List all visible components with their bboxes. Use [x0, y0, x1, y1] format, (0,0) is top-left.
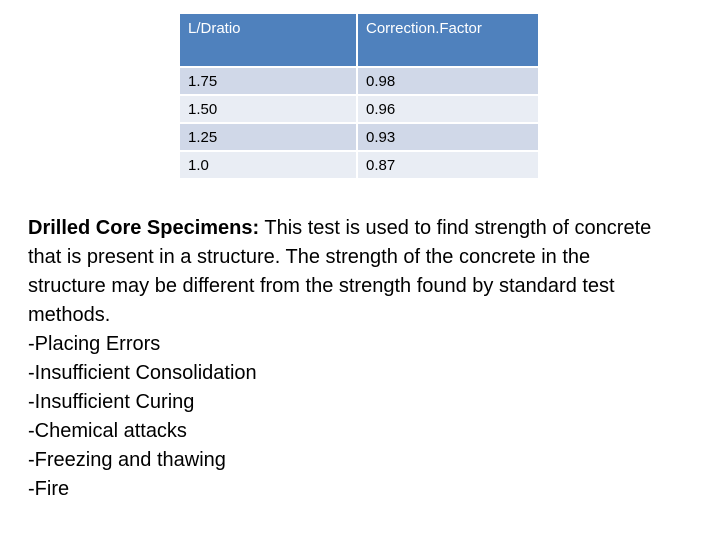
- list-item: -Fire: [28, 478, 70, 500]
- table-row: [180, 68, 538, 94]
- header-ld-ratio: L/Dratio: [180, 14, 356, 66]
- list-item: -Freezing and thawing: [28, 449, 226, 471]
- correction-factor-cell: 0.96: [358, 96, 538, 122]
- correction-factor-cell: 0.87: [358, 152, 538, 178]
- header-correction-factor: Correction.Factor: [358, 14, 538, 66]
- list-item: -Chemical attacks: [28, 420, 187, 442]
- ld-ratio-cell: 1.25: [180, 124, 356, 150]
- ld-ratio-cell: 1.50: [180, 96, 356, 122]
- table-row: [180, 96, 538, 122]
- description-block: [28, 214, 668, 504]
- description-paragraph: [28, 214, 668, 330]
- table-row: [180, 152, 538, 178]
- correction-factor-table: [178, 12, 540, 180]
- table-row: [180, 124, 538, 150]
- correction-factor-cell: 0.93: [358, 124, 538, 150]
- list-item: -Insufficient Curing: [28, 391, 195, 413]
- list-item: -Insufficient Consolidation: [28, 362, 257, 384]
- cause-list: [28, 330, 668, 504]
- list-item: -Placing Errors: [28, 333, 161, 355]
- correction-factor-cell: 0.98: [358, 68, 538, 94]
- ld-ratio-cell: 1.75: [180, 68, 356, 94]
- table-header-row: [180, 14, 538, 66]
- lead-heading: Drilled Core Specimens:: [28, 217, 260, 239]
- body-text: This test is used to find strength of concrete that is present in a structure. The strength of the concrete in the structure may be different from the strength found by standard test methods.: [28, 217, 652, 326]
- ld-ratio-cell: 1.0: [180, 152, 356, 178]
- correction-factor-table-container: [178, 12, 540, 180]
